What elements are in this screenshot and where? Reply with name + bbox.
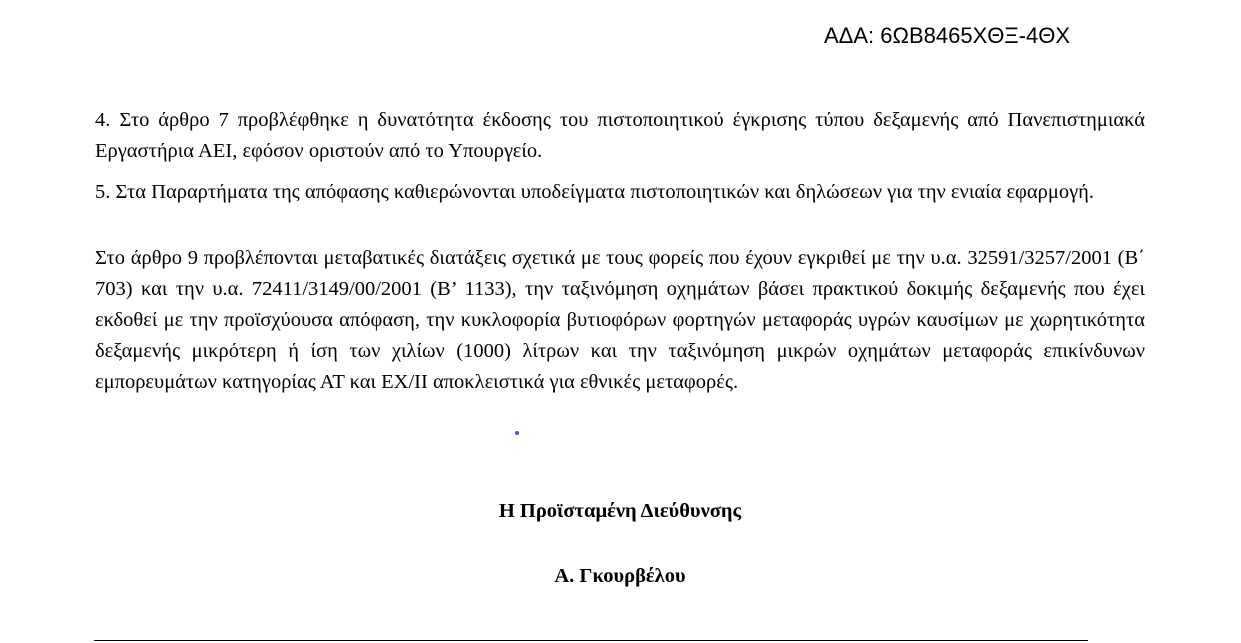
page-bottom-divider <box>94 640 1088 641</box>
paragraph-transitional-provisions: Στο άρθρο 9 προβλέπονται μεταβατικές διατάξεις σχετικά με τους φορείς που έχουν εγκριθεί με την υ.α. 32591/3257/2001 (Β΄ 703) και την υ.α. 72411/3149/00/2001 (Β’ 1133), την ταξινόμηση οχημάτων βάσει πρακτικού δοκιμής δεξαμενής που έχει εκδοθεί με την προϊσχύουσα απόφαση, την κυκλοφορία βυτιοφόρων φορτηγών μεταφοράς υγρών καυσίμων με χωρητικότητα δεξαμενής μικρότερη ή ίση των χιλίων (1000) λίτρων και την ταξινόμηση μικρών οχημάτων μεταφοράς επικίνδυνων εμπορευμάτων κατηγορίας ΑΤ και ΕΧ/ΙΙ αποκλειστικά για εθνικές μεταφορές. <box>95 247 1145 393</box>
document-body <box>95 105 1145 587</box>
paragraph-4: 4. Στο άρθρο 7 προβλέφθηκε η δυνατότητα έκδοσης του πιστοποιητικού έγκρισης τύπου δεξαμενής από Πανεπιστημιακά Εργαστήρια ΑΕΙ, εφόσον οριστούν από το Υπουργείο. <box>95 109 1145 162</box>
paragraph-5: 5. Στα Παραρτήματα της απόφασης καθιερώνονται υποδείγματα πιστοποιητικών και δηλώσεων για την ενιαία εφαρμογή. <box>95 181 1095 203</box>
marker-dot <box>515 431 519 435</box>
signature-title: Η Προϊσταμένη Διεύθυνσης <box>498 500 742 522</box>
signature-name: Α. Γκουρβέλου <box>554 565 686 587</box>
ada-code: ΑΔΑ: 6ΩΒ8465ΧΘΞ-4ΘΧ <box>824 23 1070 48</box>
